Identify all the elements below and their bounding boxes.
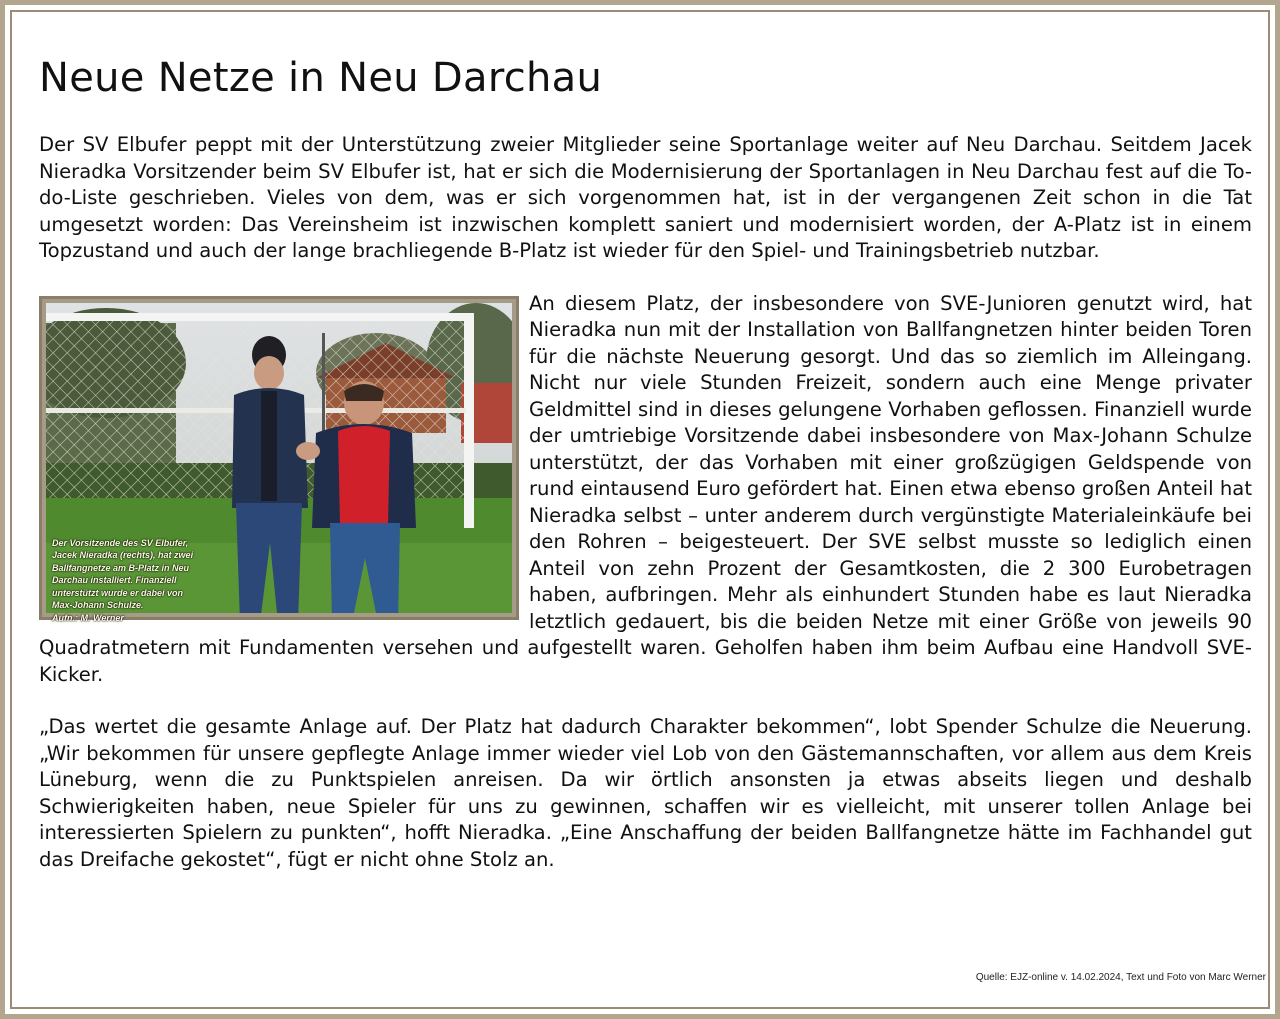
article-paragraph-2: An diesem Platz, der insbesondere von SVE-Junioren genutzt wird, hat Nieradka nun mit der Installation von Ballfangnetzen hinter beiden Toren für die nächste Neuerung gesorgt. Und das so ziemlich im Alleingang. Nicht nur viele Stunden Freizeit, sondern auch eine Menge privater Geldmittel sind in dieses gelungene Vorhaben geflossen. Finanziell wurde der umtriebige Vorsitzende dabei insbesondere von Max-Johann Schulze unterstützt, der das Vorhaben mit einer großzügigen Geldspende von rund eintausend Euro gefördert hat. Einen etwa ebenso großen Anteil hat Nieradka selbst – unter anderem durch vergünstigte Materialeinkäufe bei den Rohren – beigesteuert. Der SVE selbst musste so lediglich einen Anteil von zehn Prozent der Gesamtkosten, die 2 300 Eurobetragen haben, aufbringen. Mehr als einhundert Stunden habe es laut Nieradka letztlich gedauert, bis die beiden Netze mit einer Größe von jeweils 90 Quadratmetern mit Fundamenten versehen und aufgestellt waren. Geholfen haben ihm beim Aufbau eine Handvoll SVE-Kicker. — [39, 291, 1252, 686]
photo-caption-line: Der Vorsitzende des SV Elbufer, — [52, 537, 189, 548]
photo-caption-line: Ballfangnetze am B-Platz in Neu — [52, 562, 190, 573]
article — [39, 52, 1252, 873]
photo-caption-line: Max-Johann Schulze. — [52, 600, 144, 610]
article-paragraph-3: „Das wertet die gesamte Anlage auf. Der Platz hat dadurch Charakter bekommen“, lobt Spender Schulze die Neuerung. „Wir bekommen für unsere gepflegte Anlage immer wieder viel Lob von den Gästemannschaften, vor allem aus dem Kreis Lüneburg, wenn die zu Punktspielen anreisen. Da wir örtlich ansonsten ja etwas abseits liegen und deshalb Schwierigkeiten haben, neue Spieler für uns zu gewinnen, schaffen wir es vielleicht, mit unserer tollen Anlage bei interessierten Spielern zu punkten“, hofft Nieradka. „Eine Anschaffung der beiden Ballfangnetze hätte im Fachhandel gut das Dreifache gekostet“, fügt er nicht ohne Stolz an. — [39, 715, 1252, 871]
article-section-2 — [39, 291, 1252, 689]
photo-caption-credit: Aufn.: M. Werner — [52, 612, 124, 623]
photo-caption — [52, 537, 202, 625]
photo-caption-line: Jacek Nieradka (rechts), hat zwei — [52, 550, 194, 560]
photo-caption-line: Darchau installiert. Finanziell — [52, 575, 177, 585]
photo-caption-line: unterstützt wurde er dabei von — [52, 587, 184, 598]
article-title: Neue Netze in Neu Darchau — [39, 55, 603, 101]
source-credit: Quelle: EJZ-online v. 14.02.2024, Text und Foto von Marc Werner — [975, 972, 1266, 983]
article-photo — [39, 296, 519, 623]
article-paragraph-1: Der SV Elbufer peppt mit der Unterstützung zweier Mitglieder seine Sportanlage weiter auf Neu Darchau. Seitdem Jacek Nieradka Vorsitzender beim SV Elbufer ist, hat er sich die Modernisierung der Sportanlagen in Neu Darchau fest auf die To-do-Liste geschrieben. Vieles von dem, was er sich vorgenommen hat, ist in der vergangenen Zeit schon in die Tat umgesetzt worden: Das Vereinsheim ist inzwischen komplett saniert und modernisiert worden, der A-Platz ist in einem Topzustand und auch der lange brachliegende B-Platz ist wieder für den Spiel- und Trainingsbetrieb nutzbar. — [39, 133, 1252, 262]
